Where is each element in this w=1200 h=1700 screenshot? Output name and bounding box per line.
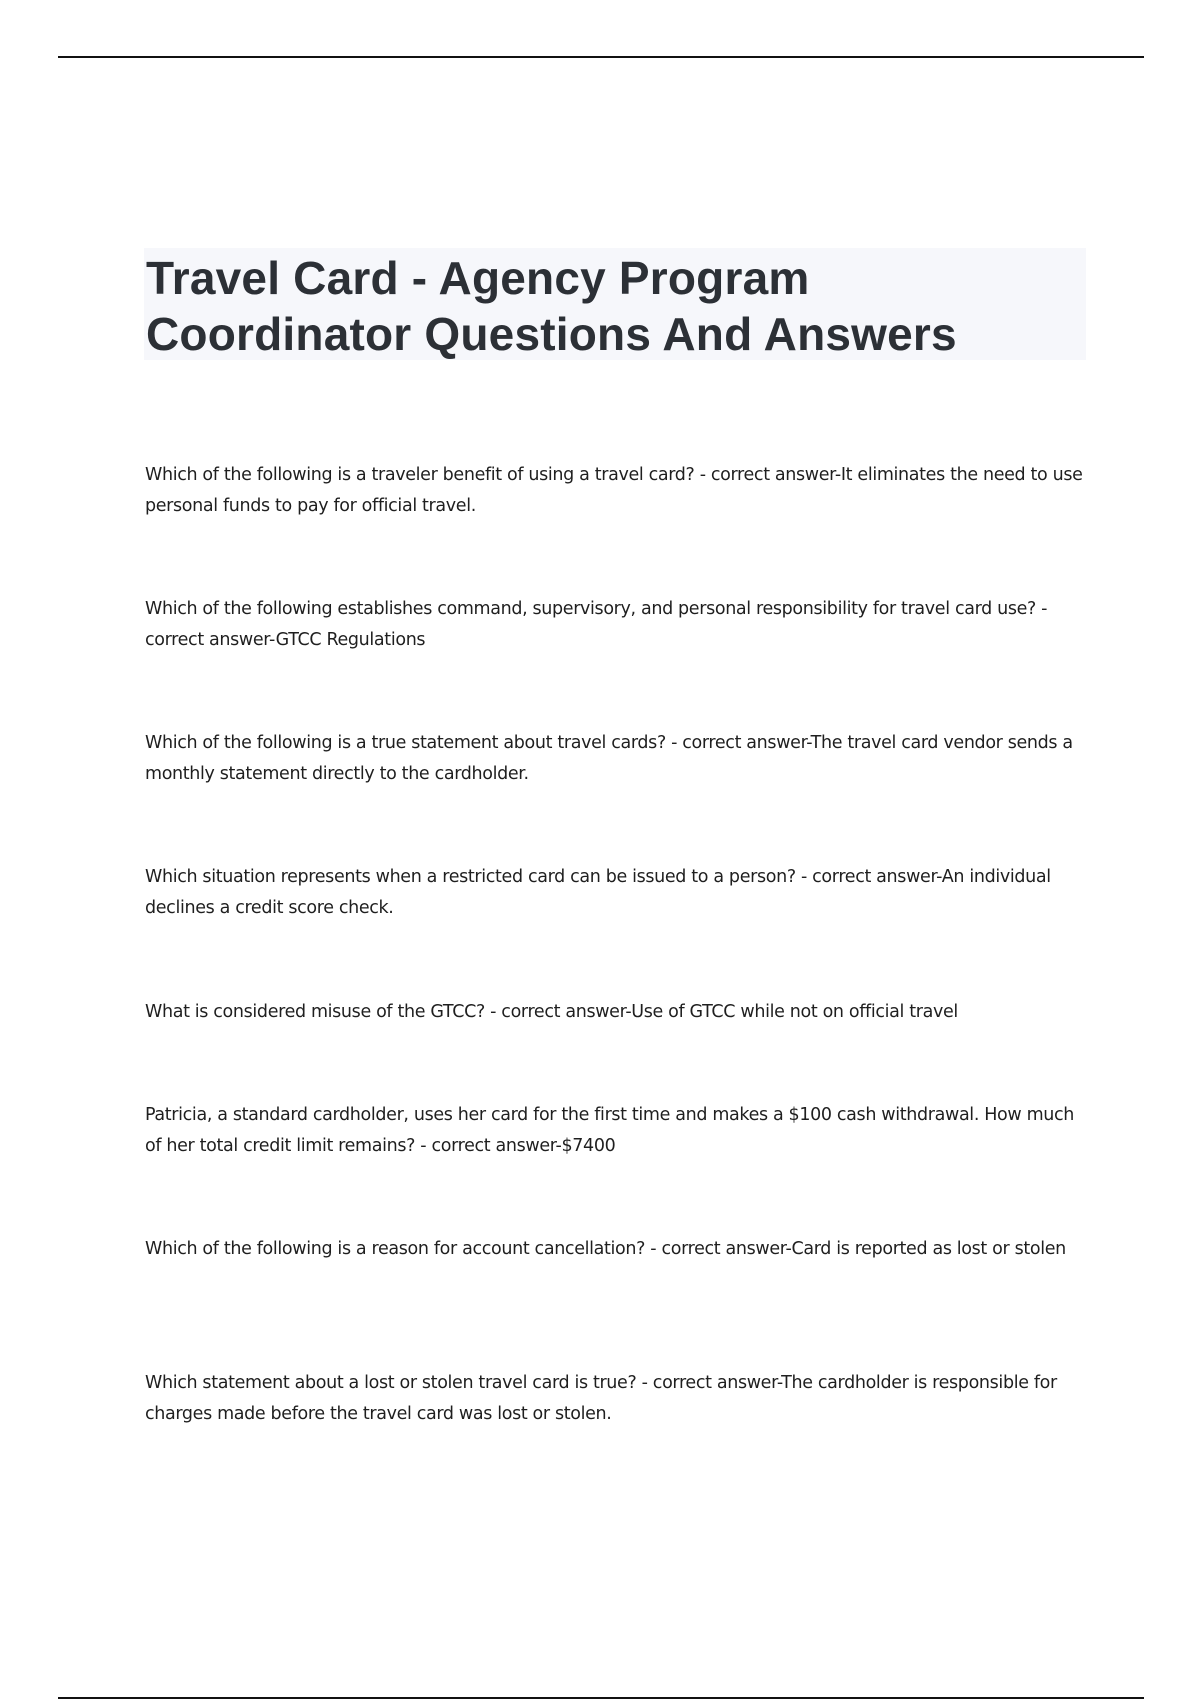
document-title: Travel Card - Agency Program Coordinator Questions And Answers (146, 252, 957, 360)
qa-item-2: Which of the following establishes command, supervisory, and personal responsibility for travel card use? - correct answer-GTCC Regulations (145, 599, 1048, 650)
qa-item-5: What is considered misuse of the GTCC? - correct answer-Use of GTCC while not on official travel (145, 1002, 958, 1022)
qa-item-4: Which situation represents when a restricted card can be issued to a person? - correct answer-An individual declines a credit score check. (145, 867, 1051, 918)
qa-item-8: Which statement about a lost or stolen travel card is true? - correct answer-The cardholder is responsible for charges made before the travel card was lost or stolen. (145, 1373, 1057, 1424)
header-rule (58, 56, 1144, 58)
qa-item-6: Patricia, a standard cardholder, uses her card for the first time and makes a $100 cash withdrawal. How much of her total credit limit remains? - correct answer-$7400 (145, 1105, 1075, 1156)
footer-rule (58, 1697, 1144, 1699)
qa-item-1: Which of the following is a traveler benefit of using a travel card? - correct answer-It eliminates the need to use personal funds to pay for official travel. (145, 465, 1083, 516)
qa-item-7: Which of the following is a reason for account cancellation? - correct answer-Card is reported as lost or stolen (145, 1239, 1066, 1259)
qa-item-3: Which of the following is a true statement about travel cards? - correct answer-The travel card vendor sends a monthly statement directly to the cardholder. (145, 733, 1073, 784)
title-block (144, 248, 1086, 360)
